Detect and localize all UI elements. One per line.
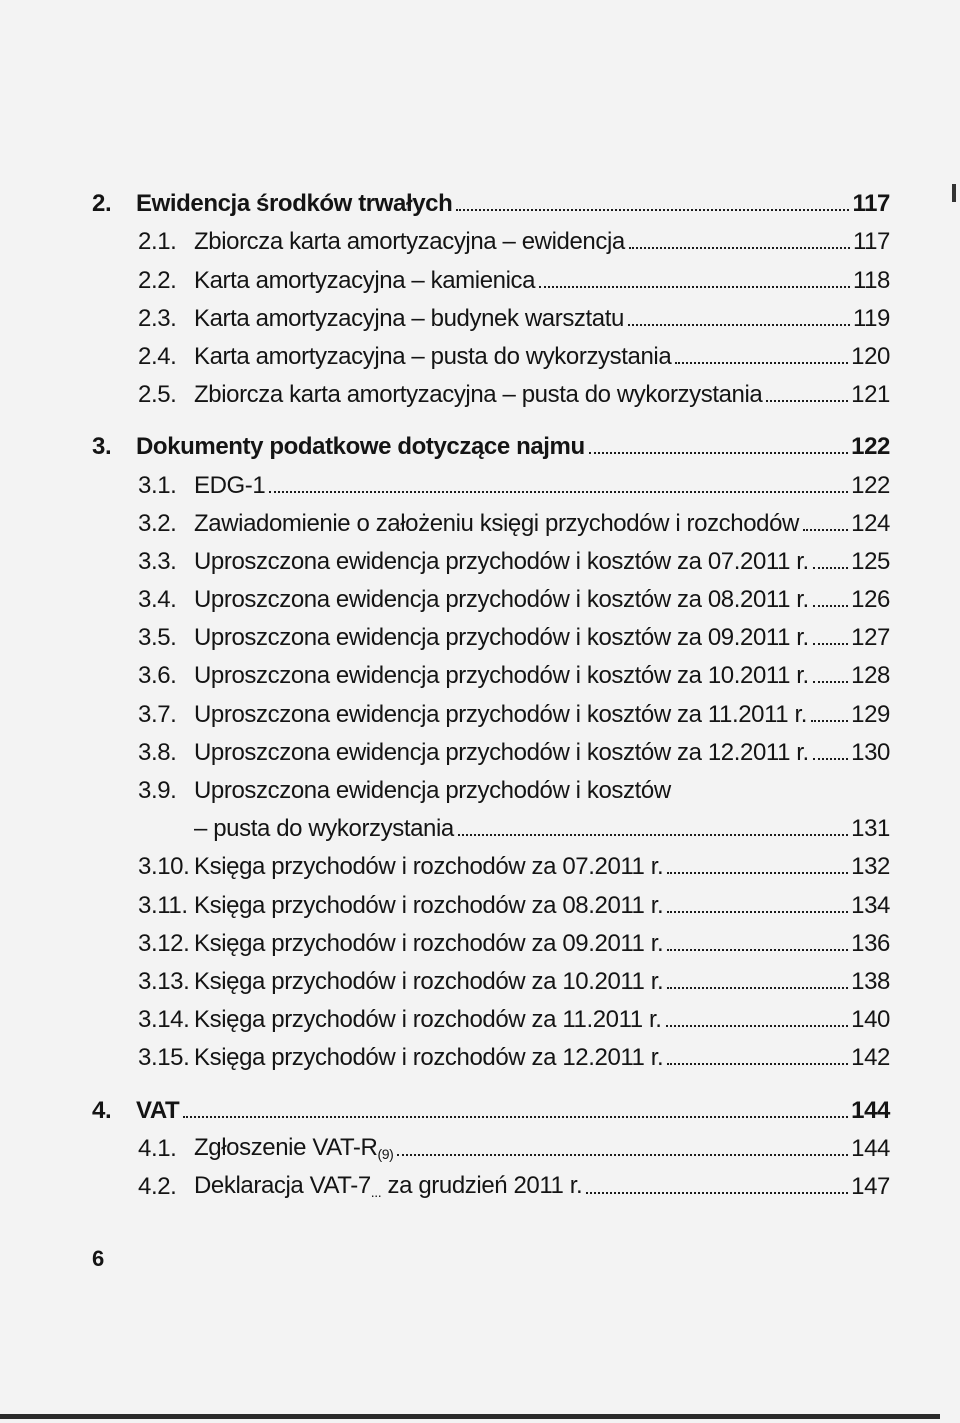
- toc-entry-title: Księga przychodów i rozchodów za 09.2011 r.: [194, 929, 664, 957]
- toc-entry-title: Uproszczona ewidencja przychodów i kosztów za 08.2011 r.: [194, 586, 809, 614]
- toc-section-entry: [92, 956, 890, 994]
- dot-leader: [813, 758, 848, 760]
- toc-entry-page: 127: [851, 624, 890, 652]
- toc-entry-title: Zbiorcza karta amortyzacyjna – pusta do wykorzystania: [194, 381, 763, 409]
- dot-leader: [667, 911, 848, 913]
- toc-entry-title: Ewidencja środków trwałych: [136, 190, 453, 218]
- toc-entry-number: 3.14.: [138, 1006, 190, 1034]
- toc-entry-page: 132: [851, 853, 890, 881]
- toc-section-entry: [92, 612, 890, 650]
- toc-section-entry: [92, 293, 890, 331]
- toc-section-entry: [92, 994, 890, 1032]
- toc-entry-page: 129: [851, 700, 890, 728]
- toc-entry-number: 4.: [92, 1096, 112, 1124]
- table-of-contents: [92, 178, 890, 1199]
- toc-entry-page: 119: [852, 304, 890, 332]
- toc-section-entry: [92, 727, 890, 765]
- toc-entry-page: 147: [851, 1172, 890, 1200]
- dot-leader: [667, 987, 848, 989]
- toc-entry-title: [194, 1133, 394, 1162]
- scan-edge-mark: [952, 184, 956, 202]
- toc-entry-number: 3.7.: [138, 700, 177, 728]
- toc-entry-page: 122: [851, 433, 890, 461]
- toc-entry-page: 130: [851, 738, 890, 766]
- toc-entry-number: 2.1.: [138, 228, 177, 256]
- toc-entry-page: 144: [851, 1096, 890, 1124]
- toc-entry-number: 3.: [92, 433, 112, 461]
- toc-entry-title: Karta amortyzacyjna – budynek warsztatu: [194, 304, 624, 332]
- toc-entry-page: 134: [851, 891, 890, 919]
- toc-entry-number: 4.1.: [138, 1134, 177, 1162]
- toc-entry-number: 2.3.: [138, 304, 177, 332]
- toc-entry-page: 140: [851, 1006, 890, 1034]
- toc-entry-number: 2.2.: [138, 266, 177, 294]
- toc-entry-title: VAT: [136, 1096, 180, 1124]
- toc-entry-number: 3.5.: [138, 624, 177, 652]
- dot-leader: [813, 643, 848, 645]
- toc-entry-title: Księga przychodów i rozchodów za 12.2011 r.: [194, 1044, 664, 1072]
- toc-entry-title: Księga przychodów i rozchodów za 08.2011 r.: [194, 891, 664, 919]
- toc-entry-title: Uproszczona ewidencja przychodów i kosztów za 11.2011 r.: [194, 700, 808, 728]
- toc-entry-number: 3.6.: [138, 662, 177, 690]
- toc-entry-title: Uproszczona ewidencja przychodów i kosztów za 10.2011 r.: [194, 662, 809, 690]
- toc-entry-page: 117: [852, 228, 890, 256]
- toc-section-entry: [92, 498, 890, 536]
- dot-leader: [667, 872, 848, 874]
- dot-leader: [269, 491, 848, 493]
- toc-section-entry: [92, 536, 890, 574]
- toc-entry-title-suffix: za grudzień 2011 r.: [381, 1171, 583, 1199]
- toc-entry-number: 3.4.: [138, 586, 177, 614]
- toc-chapter-entry: [92, 178, 890, 216]
- dot-leader: [183, 1116, 848, 1118]
- toc-entry-number: 3.15.: [138, 1044, 190, 1072]
- toc-entry-number: 3.12.: [138, 929, 190, 957]
- dot-leader: [666, 1025, 849, 1027]
- toc-entry-number: 2.5.: [138, 381, 177, 409]
- toc-section-entry: [92, 1123, 890, 1161]
- toc-entry-page: 142: [851, 1044, 890, 1072]
- toc-section-entry: [92, 1161, 890, 1199]
- toc-section-entry: [92, 1032, 890, 1070]
- toc-section-entry: [92, 841, 890, 879]
- toc-entry-title: Uproszczona ewidencja przychodów i kosztów za 09.2011 r.: [194, 624, 809, 652]
- toc-entry-page: 117: [852, 190, 890, 218]
- dot-leader: [803, 529, 848, 531]
- toc-section-entry: [92, 918, 890, 956]
- toc-entry-number: 3.3.: [138, 547, 177, 575]
- toc-entry-number: 2.4.: [138, 342, 177, 370]
- toc-section-entry: [92, 688, 890, 726]
- dot-leader: [589, 452, 848, 454]
- dot-leader: [811, 720, 848, 722]
- toc-entry-number: 3.9.: [138, 777, 177, 804]
- dot-leader: [539, 286, 850, 288]
- page-number: 6: [92, 1246, 105, 1271]
- toc-section-entry: [92, 765, 890, 803]
- toc-section-entry: [92, 459, 890, 497]
- toc-section-entry: [92, 650, 890, 688]
- toc-entry-page: 128: [851, 662, 890, 690]
- toc-section-entry: [92, 331, 890, 369]
- toc-entry-number: 3.13.: [138, 967, 190, 995]
- dot-leader: [397, 1154, 848, 1156]
- toc-entry-number: 2.: [92, 190, 112, 218]
- toc-entry-page: 131: [851, 815, 890, 843]
- toc-entry-title-text: Zgłoszenie VAT-R: [194, 1133, 378, 1161]
- toc-entry-number: 3.10.: [138, 853, 190, 881]
- toc-entry-title: Zbiorcza karta amortyzacyjna – ewidencja: [194, 228, 625, 256]
- toc-entry-subscript: ...: [370, 1183, 382, 1200]
- toc-entry-page: 124: [851, 509, 890, 537]
- toc-section-entry: [92, 879, 890, 917]
- toc-entry-page: 125: [851, 547, 890, 575]
- toc-entry-title: Księga przychodów i rozchodów za 11.2011 r.: [194, 1006, 662, 1034]
- dot-leader: [813, 681, 848, 683]
- toc-entry-title: Uproszczona ewidencja przychodów i kosztów za 12.2011 r.: [194, 738, 809, 766]
- dot-leader: [458, 834, 848, 836]
- toc-entry-title: Karta amortyzacyjna – pusta do wykorzystania: [194, 342, 672, 370]
- toc-section-entry: [92, 216, 890, 254]
- toc-section-entry-continuation: [92, 803, 890, 841]
- toc-entry-page: 144: [851, 1134, 890, 1162]
- toc-entry-number: 3.8.: [138, 738, 177, 766]
- toc-entry-title: Zawiadomienie o założeniu księgi przychodów i rozchodów: [194, 509, 799, 537]
- toc-entry-title: Karta amortyzacyjna – kamienica: [194, 266, 536, 294]
- toc-entry-title: Księga przychodów i rozchodów za 10.2011 r.: [194, 967, 664, 995]
- toc-entry-title: EDG-1: [194, 471, 266, 499]
- toc-entry-title-continuation: – pusta do wykorzystania: [194, 815, 454, 843]
- dot-leader: [586, 1192, 848, 1194]
- dot-leader: [813, 605, 848, 607]
- toc-entry-page: 136: [851, 929, 890, 957]
- dot-leader: [629, 247, 850, 249]
- toc-entry-number: 3.1.: [138, 471, 177, 499]
- toc-entry-title: Dokumenty podatkowe dotyczące najmu: [136, 433, 585, 461]
- dot-leader: [675, 362, 848, 364]
- toc-chapter-entry: [92, 421, 890, 459]
- dot-leader: [667, 949, 848, 951]
- toc-entry-number: 3.2.: [138, 509, 177, 537]
- toc-entry-page: 126: [851, 586, 890, 614]
- toc-section-entry: [92, 254, 890, 292]
- toc-entry-title: [194, 1171, 583, 1200]
- toc-entry-title-text: Deklaracja VAT-7: [194, 1171, 371, 1199]
- scan-bottom-edge: [0, 1414, 940, 1419]
- dot-leader: [813, 567, 848, 569]
- toc-entry-number: 3.11.: [138, 891, 188, 919]
- toc-entry-title: Księga przychodów i rozchodów za 07.2011 r.: [194, 853, 664, 881]
- toc-section-entry: [92, 574, 890, 612]
- toc-entry-subscript: (9): [377, 1145, 394, 1162]
- dot-leader: [456, 209, 849, 211]
- toc-entry-title: Uproszczona ewidencja przychodów i kosztów: [194, 777, 671, 804]
- toc-entry-title: Uproszczona ewidencja przychodów i kosztów za 07.2011 r.: [194, 547, 809, 575]
- toc-section-entry: [92, 369, 890, 407]
- dot-leader: [628, 324, 850, 326]
- toc-entry-page: 120: [851, 342, 890, 370]
- toc-entry-page: 118: [852, 266, 890, 294]
- toc-entry-page: 122: [851, 471, 890, 499]
- toc-chapter-entry: [92, 1084, 890, 1122]
- toc-entry-page: 138: [851, 967, 890, 995]
- toc-entry-number: 4.2.: [138, 1172, 177, 1200]
- dot-leader: [667, 1063, 848, 1065]
- toc-entry-page: 121: [851, 381, 890, 409]
- dot-leader: [766, 400, 848, 402]
